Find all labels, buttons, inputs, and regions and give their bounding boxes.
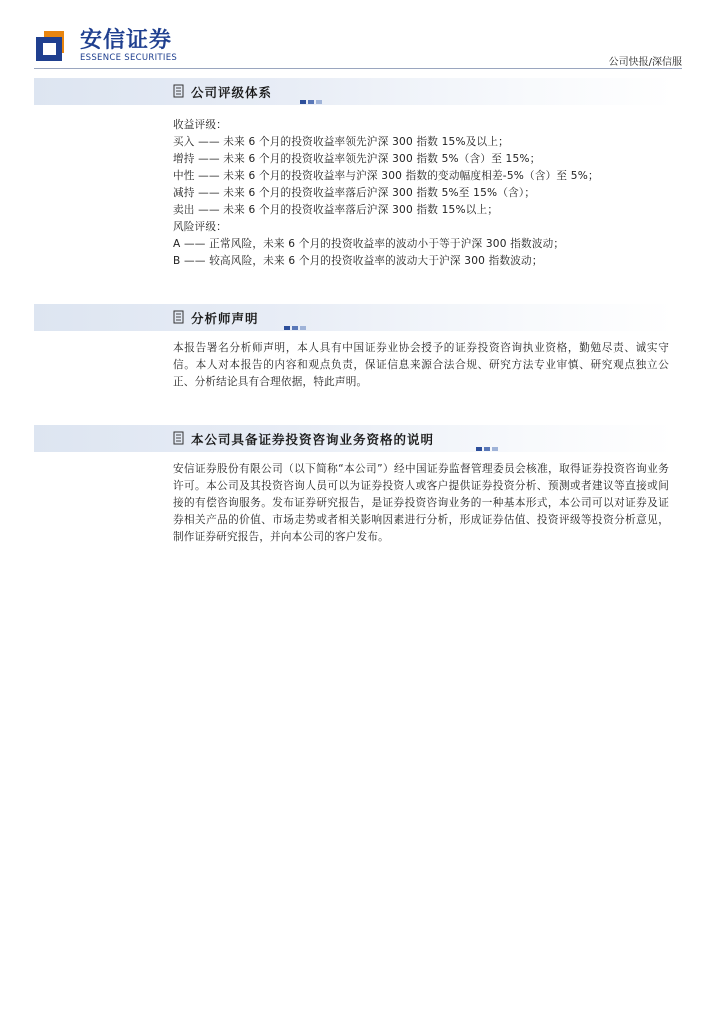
document-icon xyxy=(173,431,185,445)
section-decoration-dots xyxy=(300,89,324,94)
section-title: 本公司具备证券投资咨询业务资格的说明 xyxy=(191,432,435,447)
text-line: 卖出 —— 未来 6 个月的投资收益率落后沪深 300 指数 15%以上； xyxy=(173,204,499,216)
text-line: 增持 —— 未来 6 个月的投资收益率领先沪深 300 指数 5%（含）至 15%； xyxy=(173,153,541,165)
section-header-qualification xyxy=(34,425,674,452)
rating-system-body xyxy=(173,117,669,270)
document-type-label: 公司快报/深信服 xyxy=(608,57,682,68)
header-divider xyxy=(34,68,682,69)
text-line: 买入 —— 未来 6 个月的投资收益率领先沪深 300 指数 15%及以上； xyxy=(173,136,509,148)
text-line: 中性 —— 未来 6 个月的投资收益率与沪深 300 指数的变动幅度相差-5%（含）至 5%； xyxy=(173,170,599,182)
section-header-rating-system xyxy=(34,78,674,105)
section-decoration-dots xyxy=(284,315,308,320)
text-line: A —— 正常风险，未来 6 个月的投资收益率的波动小于等于沪深 300 指数波动； xyxy=(173,238,565,250)
analyst-statement-body: 本报告署名分析师声明，本人具有中国证券业协会授予的证券投资咨询执业资格，勤勉尽责、诚实守信。本人对本报告的内容和观点负责，保证信息来源合法合规、研究方法专业审慎、研究观点独立公正、分析结论具有合理依据，特此声明。 xyxy=(173,342,669,388)
page-header xyxy=(0,0,724,80)
section-decoration-dots xyxy=(476,436,500,441)
text-line: 风险评级： xyxy=(173,221,227,233)
text-line: 收益评级： xyxy=(173,119,227,131)
document-icon xyxy=(173,310,185,324)
qualification-body: 安信证券股份有限公司（以下简称“本公司”）经中国证券监督管理委员会核准，取得证券投资咨询业务许可。本公司及其投资咨询人员可以为证券投资人或客户提供证券投资分析、预测或者建议等直接或间接的有偿咨询服务。发布证券研究报告，是证券投资咨询业务的一种基本形式，本公司可以对证券及证券相关产品的价值、市场走势或者相关影响因素进行分析，形成证券估值、投资评级等投资分析意见，制作证券研究报告，并向本公司的客户发布。 xyxy=(173,463,669,543)
text-line: 减持 —— 未来 6 个月的投资收益率落后沪深 300 指数 5%至 15%（含）； xyxy=(173,187,536,199)
document-icon xyxy=(173,84,185,98)
text-line: B —— 较高风险，未来 6 个月的投资收益率的波动大于沪深 300 指数波动； xyxy=(173,255,543,267)
company-logo xyxy=(34,25,194,67)
logo-chinese-name: 安信证券 xyxy=(80,28,173,53)
logo-mark-icon xyxy=(34,25,70,63)
logo-english-name: ESSENCE SECURITIES xyxy=(80,53,178,63)
section-header-analyst-statement xyxy=(34,304,674,331)
section-title: 分析师声明 xyxy=(191,311,259,326)
section-title: 公司评级体系 xyxy=(191,85,273,100)
